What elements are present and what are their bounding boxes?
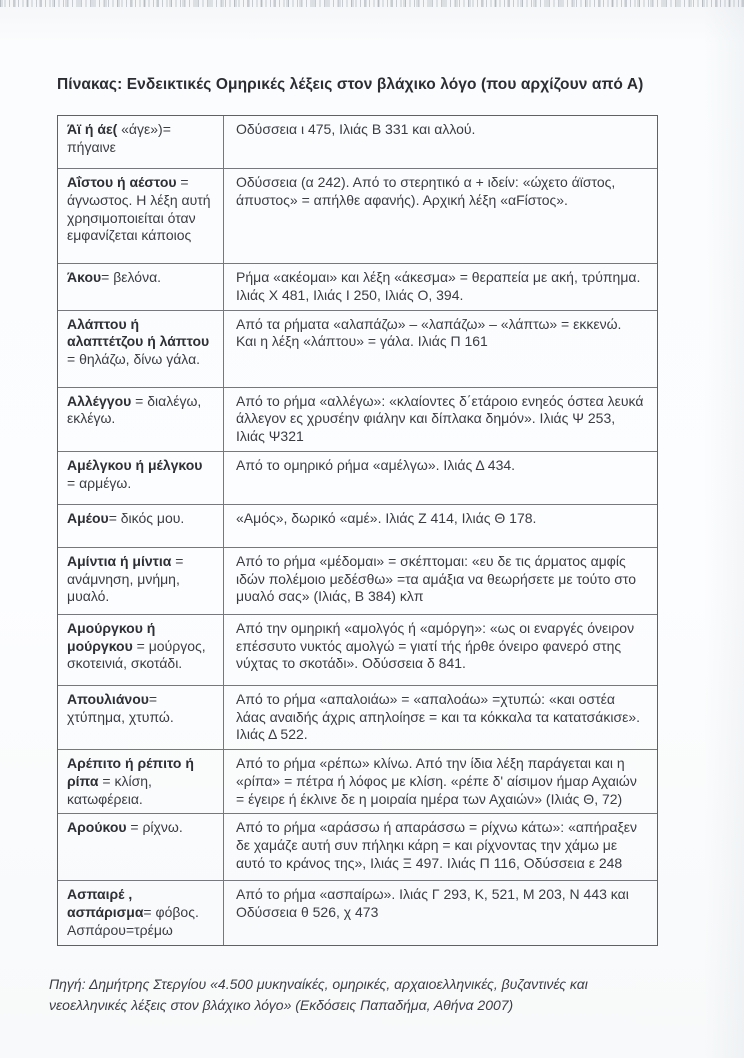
definition-cell: Από τα ρήματα «αλαπάζω» – «λαπάζω» – «λάπτω» = εκκενώ. Και η λέξη «λάπτου» = γάλα. Ιλιάς Π 161 — [236, 315, 622, 350]
term-cell — [58, 686, 224, 749]
term-headword: Αμούργκου ή μούργκου — [67, 619, 156, 654]
definition-cell: Οδύσσεια ι 475, Ιλιάς Β 331 και αλλού. — [236, 121, 476, 137]
term-gloss: = μούργος, σκοτεινιά, σκοτάδι. — [67, 637, 206, 672]
definition-cell: Από το ομηρικό ρήμα «αμέλγω». Ιλιάς Δ 434. — [236, 456, 516, 473]
table-row — [58, 685, 657, 749]
term-gloss: = άγνωστος. Η λέξη αυτή χρησιμοποιείται όταν εμφανίζεται κάποιος — [67, 174, 211, 244]
page-title: Πίνακας: Ενδεικτικές Ομηρικές λέξεις στον βλάχικο λόγο (που αρχίζουν από Α) — [57, 76, 644, 93]
table-row — [58, 880, 657, 944]
vocabulary-table — [57, 115, 658, 946]
term-cell — [58, 116, 224, 168]
term-gloss: = χτύπημα, χτυπώ. — [67, 690, 174, 725]
term-cell — [58, 750, 224, 813]
term-cell — [58, 311, 224, 387]
definition-cell: Ρήμα «ακέομαι» και λέξη «άκεσμα» = θεραπεία με ακή, τρύπημα. Ιλιάς Χ 481, Ιλιάς Ι 250, Ιλιάς Ο, 394. — [236, 269, 641, 303]
term-cell — [58, 169, 224, 263]
term-gloss: = ανάμνηση, μνήμη, μυαλό. — [67, 552, 184, 605]
term-headword: Άκου — [67, 269, 102, 285]
table-row — [58, 168, 657, 263]
definition-cell: «Αμός», δωρικό «αμέ». Ιλιάς Ζ 414, Ιλιάς Θ 178. — [236, 509, 537, 526]
definition-cell: Από το ρήμα «αλλέγω»: «κλαίοντες δ΄ετάροιο ενηεός όστεα λευκά άλλεγον ες χρυσέην φιάλην και δίπλακα δημόν». Ιλιάς Ψ 253, Ιλιάς Ψ321 — [236, 392, 644, 445]
term-cell — [58, 388, 224, 451]
term-headword: Αμίντια ή μίντια — [67, 552, 172, 569]
term-headword: Απουλιάνου — [67, 690, 149, 707]
term-cell — [58, 881, 224, 944]
table-row — [58, 547, 657, 614]
source-citation-line2: νεοελληνικές λέξεις στον βλάχικο λόγο» (Εκδόσεις Παπαδήμα, Αθήνα 2007) — [49, 997, 514, 1014]
definition-cell: Από το ρήμα «αράσσω ή απαράσσω = ρίχνω κάτω»: «απήραξεν δε χαμάζε αυτή συν πήληκι κάρη = και ρίχνοντας την χάμω με αυτό το κράνος της», Ιλιάς Ξ 497. Ιλιάς Π 116, Οδύσσεια ε 248 — [236, 819, 637, 871]
table-row — [58, 614, 657, 685]
table-row — [58, 813, 657, 880]
term-headword: Αλάπτου ή αλαπτέτζου ή λάπτου — [67, 315, 210, 350]
definition-cell: Από την ομηρική «αμολγός ή «αμόργη»: «ως οι εναργές όνειρον επέσσυτο νυκτός αμολγώ = γιατί τής ήρθε όνειρο φανερό στης νύχτας το σκοτάδι». Οδύσσεια δ 841. — [236, 619, 635, 672]
term-gloss: = ρίχνω. — [126, 819, 183, 836]
term-headword: Αμέου — [67, 509, 109, 526]
definition-cell: Οδύσσεια (α 242). Από το στερητικό α + ιδείν: «ώχετο άϊστος, άπυστος» = απήλθε αφανής). Αρχική λέξη «αFίστος». — [236, 174, 616, 208]
term-headword: Αμέλγκου ή μέλγκου — [67, 456, 203, 473]
term-cell — [58, 814, 224, 880]
definition-cell: Από το ρήμα «μέδομαι» = σκέπτομαι: «ευ δε τις άρματος αμφίς ιδών πολέμοιο μεδέσθω» =τα αμάξια να θεωρήσετε με τούτο στο μυαλό σας» (Ιλιάς, Β 384) κλπ — [236, 552, 637, 605]
term-gloss: = θηλάζω, δίνω γάλα. — [67, 351, 201, 368]
table-row — [58, 387, 657, 451]
term-gloss: = διαλέγω, εκλέγω. — [67, 392, 202, 427]
term-gloss: = αρμέγω. — [67, 474, 132, 491]
term-gloss: «άγε»)= πήγαινε — [67, 121, 171, 155]
term-cell — [58, 505, 224, 547]
definition-cell: Από το ρήμα «ασπαίρω». Ιλιάς Γ 293, Κ, 521, Μ 203, Ν 443 και Οδύσσεια θ 526, χ 473 — [236, 886, 629, 921]
table-row — [58, 451, 657, 504]
term-cell — [58, 452, 224, 504]
term-gloss: = κλίση, κατωφέρεια. — [67, 772, 152, 807]
term-gloss: = φόβος. Ασπάρου=τρέμω — [67, 904, 199, 938]
term-headword: Αλλέγγου — [67, 392, 132, 409]
table-row — [58, 116, 657, 168]
table-row — [58, 504, 657, 547]
scan-artifact-top — [0, 0, 744, 7]
table-row — [58, 749, 657, 813]
term-headword: Αρέπιτο ή ρέπιτο ή ρίπα — [67, 755, 194, 789]
source-citation — [49, 974, 689, 1017]
term-headword: Αΐστου ή αέστου — [67, 174, 177, 190]
source-citation-line1: Πηγή: Δημήτρης Στεργίου «4.500 μυκηναίκές, ομηρικές, αρχαιοελληνικές, βυζαντινές και — [49, 975, 588, 992]
term-cell — [58, 615, 224, 685]
term-headword: Άϊ ή άε( — [67, 121, 118, 137]
term-cell — [58, 548, 224, 614]
term-gloss: = βελόνα. — [101, 269, 162, 285]
term-gloss: = δικός μου. — [108, 509, 185, 526]
definition-cell: Από το ρήμα «απαλοιάω» = «απαλοάω» =χτυπώ: «και οστέα λάας αναιδής άχρις απηλοίησε = και τα κόκκαλα τα κατατσάκισε». Ιλιάς Δ 522. — [236, 690, 641, 743]
table-row — [58, 310, 657, 387]
table-row — [58, 263, 657, 310]
term-headword: Ασπαιρέ , ασπάρισμα — [67, 886, 144, 921]
definition-cell: Από το ρήμα «ρέπω» κλίνω. Από την ίδια λέξη παράγεται και η «ρίπα» = πέτρα ή λόφος με κλίση. «ρέπε δ' αίσιμον ήμαρ Αχαιών = έγειρε ή έκλινε δε η μοιραία ημέρα των Αχαιών» (Ιλιάς Θ, 72) — [236, 755, 637, 807]
term-headword: Αρούκου — [67, 819, 127, 836]
term-cell — [58, 264, 224, 310]
